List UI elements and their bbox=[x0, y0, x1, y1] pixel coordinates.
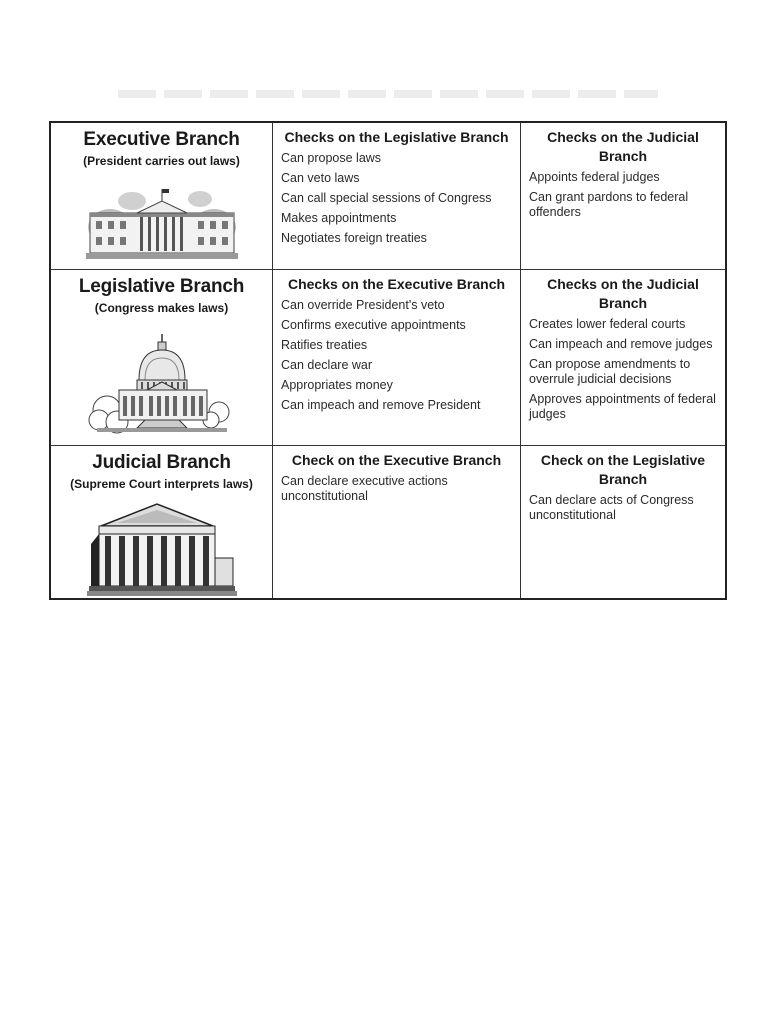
faint-page-title bbox=[118, 90, 658, 98]
column-header: Check on the Legislative Branch bbox=[540, 452, 706, 487]
capitol-icon bbox=[87, 332, 237, 440]
supreme-court-icon bbox=[87, 502, 237, 598]
list-item: Can grant pardons to federal offenders bbox=[529, 190, 689, 219]
column-header: Check on the Executive Branch bbox=[291, 452, 502, 468]
column-header: Checks on the Judicial Branch bbox=[547, 129, 699, 164]
list-item: Can propose laws bbox=[281, 151, 382, 165]
legislative-checks-executive-cell bbox=[273, 270, 521, 446]
list-item: Appoints federal judges bbox=[529, 170, 660, 184]
list-item: Approves appointments of federal judges bbox=[529, 392, 716, 421]
judicial-checks-executive-cell bbox=[273, 446, 521, 598]
judicial-checks-legislative-cell bbox=[521, 446, 725, 598]
list-item: Appropriates money bbox=[281, 378, 393, 392]
list-item: Creates lower federal courts bbox=[529, 317, 686, 331]
list-item: Can impeach and remove President bbox=[281, 398, 481, 412]
executive-branch-cell bbox=[51, 123, 273, 270]
legislative-checks-judicial-cell bbox=[521, 270, 725, 446]
legislative-branch-cell bbox=[51, 270, 273, 446]
list-item: Can veto laws bbox=[281, 171, 360, 185]
executive-checks-judicial-cell bbox=[521, 123, 725, 270]
branch-title: Legislative Branch bbox=[78, 276, 245, 297]
column-header: Checks on the Legislative Branch bbox=[284, 129, 509, 145]
column-header: Checks on the Judicial Branch bbox=[547, 276, 699, 311]
list-item: Can declare acts of Congress unconstitutional bbox=[529, 493, 694, 522]
branch-subtitle: (President carries out laws) bbox=[83, 154, 240, 168]
checks-and-balances-table bbox=[49, 121, 727, 600]
list-item: Confirms executive appointments bbox=[281, 318, 466, 332]
list-item: Can propose amendments to overrule judicial decisions bbox=[529, 357, 691, 386]
list-item: Ratifies treaties bbox=[281, 338, 368, 352]
checks-list bbox=[273, 151, 520, 246]
checks-list bbox=[521, 170, 725, 220]
list-item: Negotiates foreign treaties bbox=[281, 231, 427, 245]
list-item: Makes appointments bbox=[281, 211, 397, 225]
branch-title: Executive Branch bbox=[83, 129, 240, 150]
list-item: Can declare war bbox=[281, 358, 373, 372]
list-item: Can impeach and remove judges bbox=[529, 337, 713, 351]
list-item: Can declare executive actions unconstitutional bbox=[281, 474, 448, 503]
checks-list bbox=[521, 493, 725, 523]
white-house-icon bbox=[82, 185, 242, 265]
branch-subtitle: (Congress makes laws) bbox=[94, 301, 229, 315]
executive-checks-legislative-cell bbox=[273, 123, 521, 270]
list-item: Can call special sessions of Congress bbox=[281, 191, 492, 205]
list-item: Can override President's veto bbox=[281, 298, 445, 312]
checks-list bbox=[273, 474, 520, 504]
branch-title: Judicial Branch bbox=[92, 452, 231, 473]
checks-list bbox=[521, 317, 725, 422]
column-header: Checks on the Executive Branch bbox=[287, 276, 506, 292]
checks-list bbox=[273, 298, 520, 413]
branch-subtitle: (Supreme Court interprets laws) bbox=[70, 477, 253, 491]
judicial-branch-cell bbox=[51, 446, 273, 598]
